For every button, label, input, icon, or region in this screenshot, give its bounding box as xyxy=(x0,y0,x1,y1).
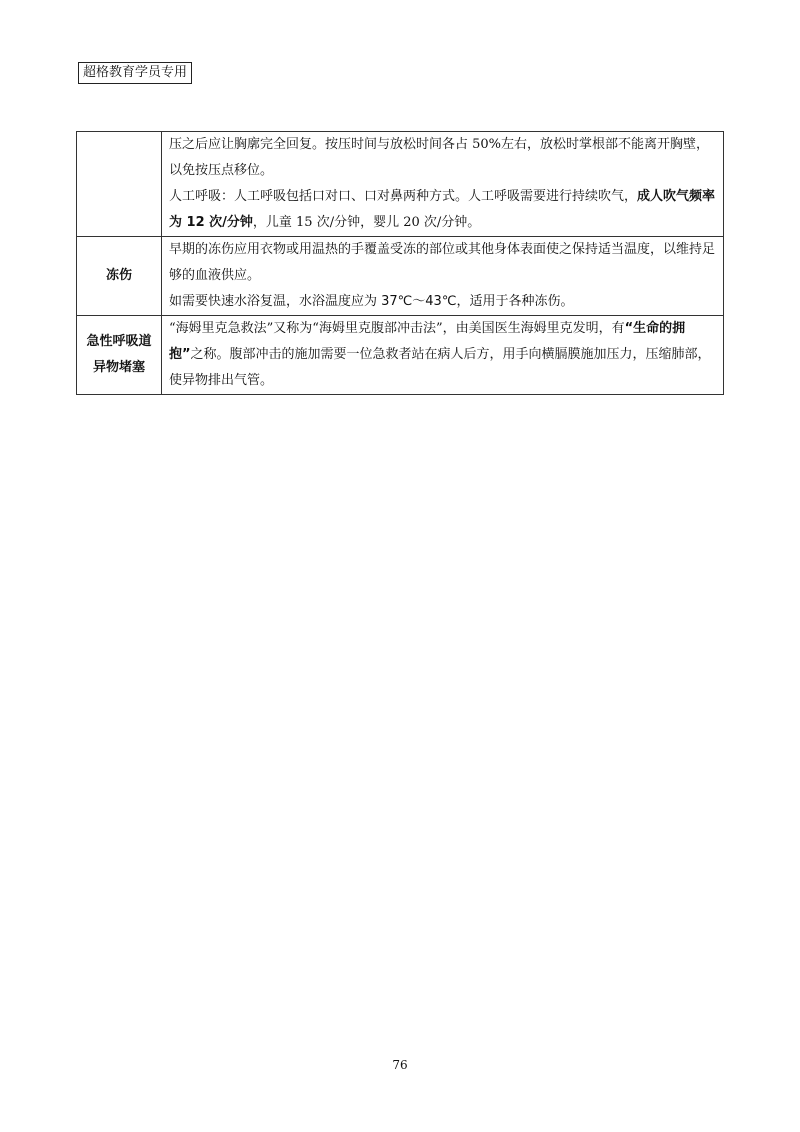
frostbite-text-2 xyxy=(169,289,716,315)
frostbite-text-1: 早期的冻伤应用衣物或用温热的手覆盖受冻的部位或其他身体表面使之保持适当温度，以维持足够的血液供应。 xyxy=(169,242,716,283)
table-row-frostbite xyxy=(77,237,724,316)
breathing-text-a: 人工呼吸：人工呼吸包括口对口、口对鼻两种方式。人工呼吸需要进行持续吹气， xyxy=(169,189,638,204)
header-stamp: 超格教育学员专用 xyxy=(78,62,192,84)
table-row-airway-obstruction xyxy=(77,316,724,395)
airway-label-line1: 急性呼吸道 xyxy=(86,334,152,349)
breathing-text-b: ，儿童 15 次/分钟，婴儿 20 次/分钟。 xyxy=(252,215,481,230)
frostbite-temp: 37℃～43℃ xyxy=(381,294,457,309)
breathing-text-bold: 成人吹气频率为 12 次/分钟 xyxy=(169,189,716,230)
row-content-airway xyxy=(162,316,724,395)
airway-label-line2: 异物堵塞 xyxy=(92,360,145,375)
airway-text xyxy=(169,316,716,394)
row-content-frostbite xyxy=(162,237,724,316)
cpr-breathing-text xyxy=(169,184,716,236)
row-label-empty xyxy=(77,132,162,237)
airway-text-bold: “生命的拥抱” xyxy=(169,321,686,362)
frostbite-text-2b: ，适用于各种冻伤。 xyxy=(456,294,574,309)
page-number: 76 xyxy=(392,1058,408,1072)
row-label-frostbite xyxy=(77,237,162,316)
frostbite-text-2a: 如需要快速水浴复温，水浴温度应为 xyxy=(169,294,382,309)
frostbite-label: 冻伤 xyxy=(105,268,132,283)
row-label-airway xyxy=(77,316,162,395)
table-row-cpr-continued xyxy=(77,132,724,237)
airway-text-b: 之称。腹部冲击的施加需要一位急救者站在病人后方，用手向横膈膜施加压力，压缩肺部，使异物排出气管。 xyxy=(169,347,711,388)
row-content-cpr xyxy=(162,132,724,237)
airway-text-a: “海姆里克急救法”又称为“海姆里克腹部冲击法”，由美国医生海姆里克发明，有 xyxy=(169,321,625,336)
cpr-compression-text: 压之后应让胸廓完全回复。按压时间与放松时间各占 50%左右，放松时掌根部不能离开胸壁，以免按压点移位。 xyxy=(169,137,710,178)
first-aid-table xyxy=(76,131,724,395)
